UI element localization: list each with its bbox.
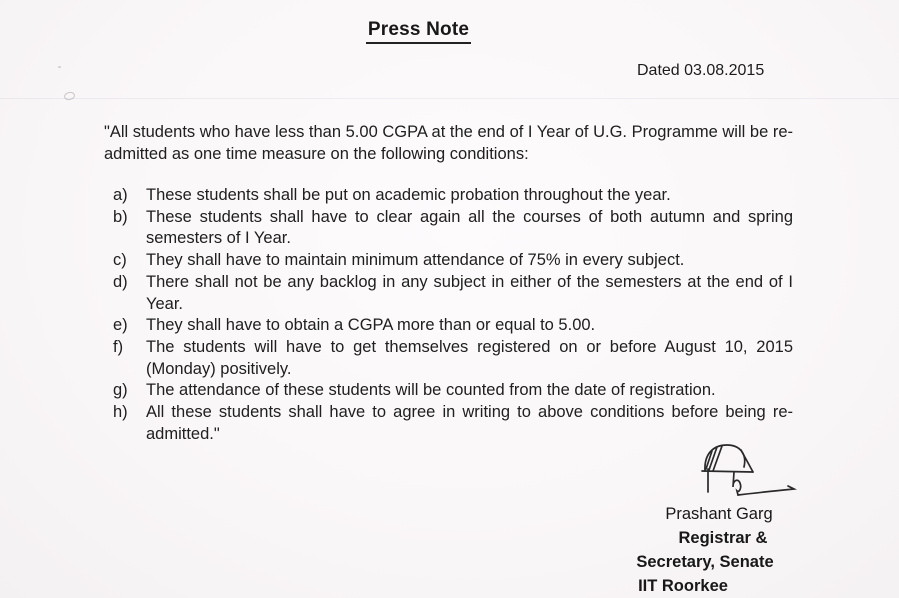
scan-smudge [63, 91, 75, 101]
condition-label: f) [113, 337, 124, 356]
condition-label: d) [113, 272, 128, 291]
condition-item-f [113, 337, 793, 380]
condition-label: e) [113, 316, 128, 335]
condition-label: c) [113, 251, 127, 270]
condition-label: a) [113, 186, 128, 204]
condition-text: The attendance of these students will be counted from the date of registration. [146, 381, 716, 400]
condition-item-g [113, 380, 793, 402]
handwritten-signature [684, 441, 802, 503]
condition-item-h [113, 402, 793, 445]
condition-label: b) [113, 207, 128, 226]
condition-item-a [113, 185, 793, 207]
condition-text: They shall have to obtain a CGPA more than or equal to 5.00. [146, 316, 596, 335]
condition-text: They shall have to maintain minimum attendance of 75% in every subject. [146, 251, 685, 270]
signature-block [626, 502, 788, 598]
condition-text: These students shall have to clear again all the courses of both autumn and spring semesters of I Year. [146, 207, 793, 248]
condition-item-e [113, 315, 793, 337]
scan-smudge [58, 66, 61, 68]
condition-item-d [113, 272, 793, 315]
condition-text: The students will have to get themselves registered on or before August 10, 2015 (Monday) positively. [146, 337, 793, 378]
condition-label: h) [113, 403, 128, 422]
signatory-designation: Secretary, Senate [636, 553, 774, 571]
condition-text: All these students shall have to agree in writing to above conditions before being re-admitted." [146, 403, 793, 443]
signatory-organization: IIT Roorkee [638, 577, 728, 595]
condition-item-b [113, 207, 793, 250]
intro-paragraph: "All students who have less than 5.00 CGPA at the end of I Year of U.G. Programme will be re-admitted as one time measure on the following conditions: [104, 123, 793, 163]
condition-text: There shall not be any backlog in any subject in either of the semesters at the end of I Year. [146, 272, 793, 313]
signatory-designation: Registrar & [678, 529, 768, 547]
condition-item-c [113, 250, 793, 272]
date-line: Dated 03.08.2015 [637, 62, 765, 79]
signatory-name: Prashant Garg [665, 505, 773, 523]
scan-artifact-line [0, 98, 899, 99]
document-title [0, 19, 868, 44]
condition-text: These students shall be put on academic probation throughout the year. [146, 186, 671, 204]
document-title-text: Press Note [366, 19, 471, 44]
condition-label: g) [113, 381, 128, 400]
conditions-list [113, 185, 793, 445]
